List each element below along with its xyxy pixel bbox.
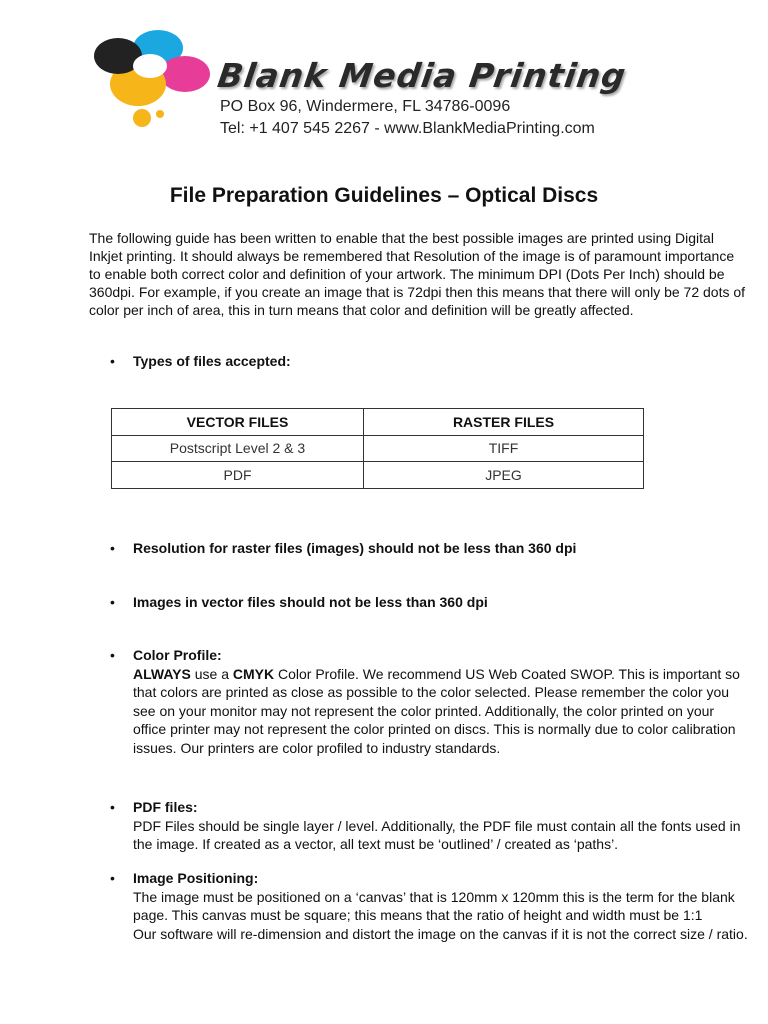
table-cell: PDF [112, 462, 364, 489]
page-title: File Preparation Guidelines – Optical Discs [169, 184, 599, 207]
list-item-pdf [110, 798, 750, 854]
cmyk-text: CMYK [232, 665, 275, 682]
positioning-heading: Image Positioning: [133, 870, 259, 886]
color-profile-body [133, 665, 750, 758]
table-row [112, 435, 644, 462]
column-header-vector: VECTOR FILES [112, 409, 364, 436]
color-profile-heading: Color Profile: [133, 647, 222, 663]
pdf-heading: PDF files: [133, 799, 198, 815]
use-a-text: use a [190, 665, 233, 682]
bullet-icon: • [110, 647, 115, 663]
color-profile-text: Color Profile. We recommend US Web Coated SWOP. This is important so that colors are printed as close as possible to the color selected. Please remember the color you see on your monitor may not represent the color printed. Additionally, the color printed on your office printer may not represent the color printed on discs. This is normally due to color calibration issues. Our printers are color profiled to industry standards. [133, 665, 740, 756]
bullet-icon: • [110, 799, 115, 815]
list-item-color-profile [110, 646, 750, 757]
resolution-text: Resolution for raster files (images) should not be less than 360 dpi [133, 540, 577, 556]
bullet-icon: • [110, 594, 115, 610]
list-item-types [110, 352, 750, 371]
table-cell: JPEG [364, 462, 644, 489]
company-address: PO Box 96, Windermere, FL 34786-0096 [220, 98, 511, 115]
vector-text: Images in vector files should not be less than 360 dpi [133, 594, 488, 610]
brand-name: Blank Media Printing [215, 56, 629, 95]
letterhead [90, 26, 750, 156]
always-text: ALWAYS [133, 665, 191, 682]
table-header-row [112, 409, 644, 436]
pdf-body: PDF Files should be single layer / level. Additionally, the PDF file must contain all the fonts used in the image. If created as a vector, all text must be ‘outlined’ / created as ‘paths’. [133, 817, 741, 852]
bullet-icon: • [110, 870, 115, 886]
list-item-resolution [110, 539, 750, 558]
table-row [112, 462, 644, 489]
logo-icon [90, 26, 212, 131]
bullet-icon: • [110, 540, 115, 556]
file-types-table [111, 408, 644, 489]
positioning-body-1: The image must be positioned on a ‘canvas’ that is 120mm x 120mm this is the term for the blank page. This canvas must be square; this means that the ratio of height and width must be 1:1 [133, 888, 735, 923]
table-cell: Postscript Level 2 & 3 [112, 435, 364, 462]
intro-paragraph: The following guide has been written to enable that the best possible images are printed using Digital Inkjet printing. It should always be remembered that Resolution of the image is of paramount importance to enable both correct color and definition of your artwork. The minimum DPI (Dots Per Inch) should be 360dpi. For example, if you create an image that is 72dpi then this means that there will only be 72 dots of color per inch of area, this in turn means that color and definition will be greatly affected. [89, 230, 746, 318]
list-item-positioning [110, 869, 750, 943]
table-cell: TIFF [364, 435, 644, 462]
column-header-raster: RASTER FILES [364, 409, 644, 436]
bullet-icon: • [110, 353, 115, 369]
types-heading: Types of files accepted: [133, 353, 291, 369]
positioning-body-2: Our software will re-dimension and distort the image on the canvas if it is not the correct size / ratio. [133, 925, 748, 942]
company-contact: Tel: +1 407 545 2267 - www.BlankMediaPrinting.com [220, 120, 595, 137]
list-item-vector [110, 593, 750, 612]
